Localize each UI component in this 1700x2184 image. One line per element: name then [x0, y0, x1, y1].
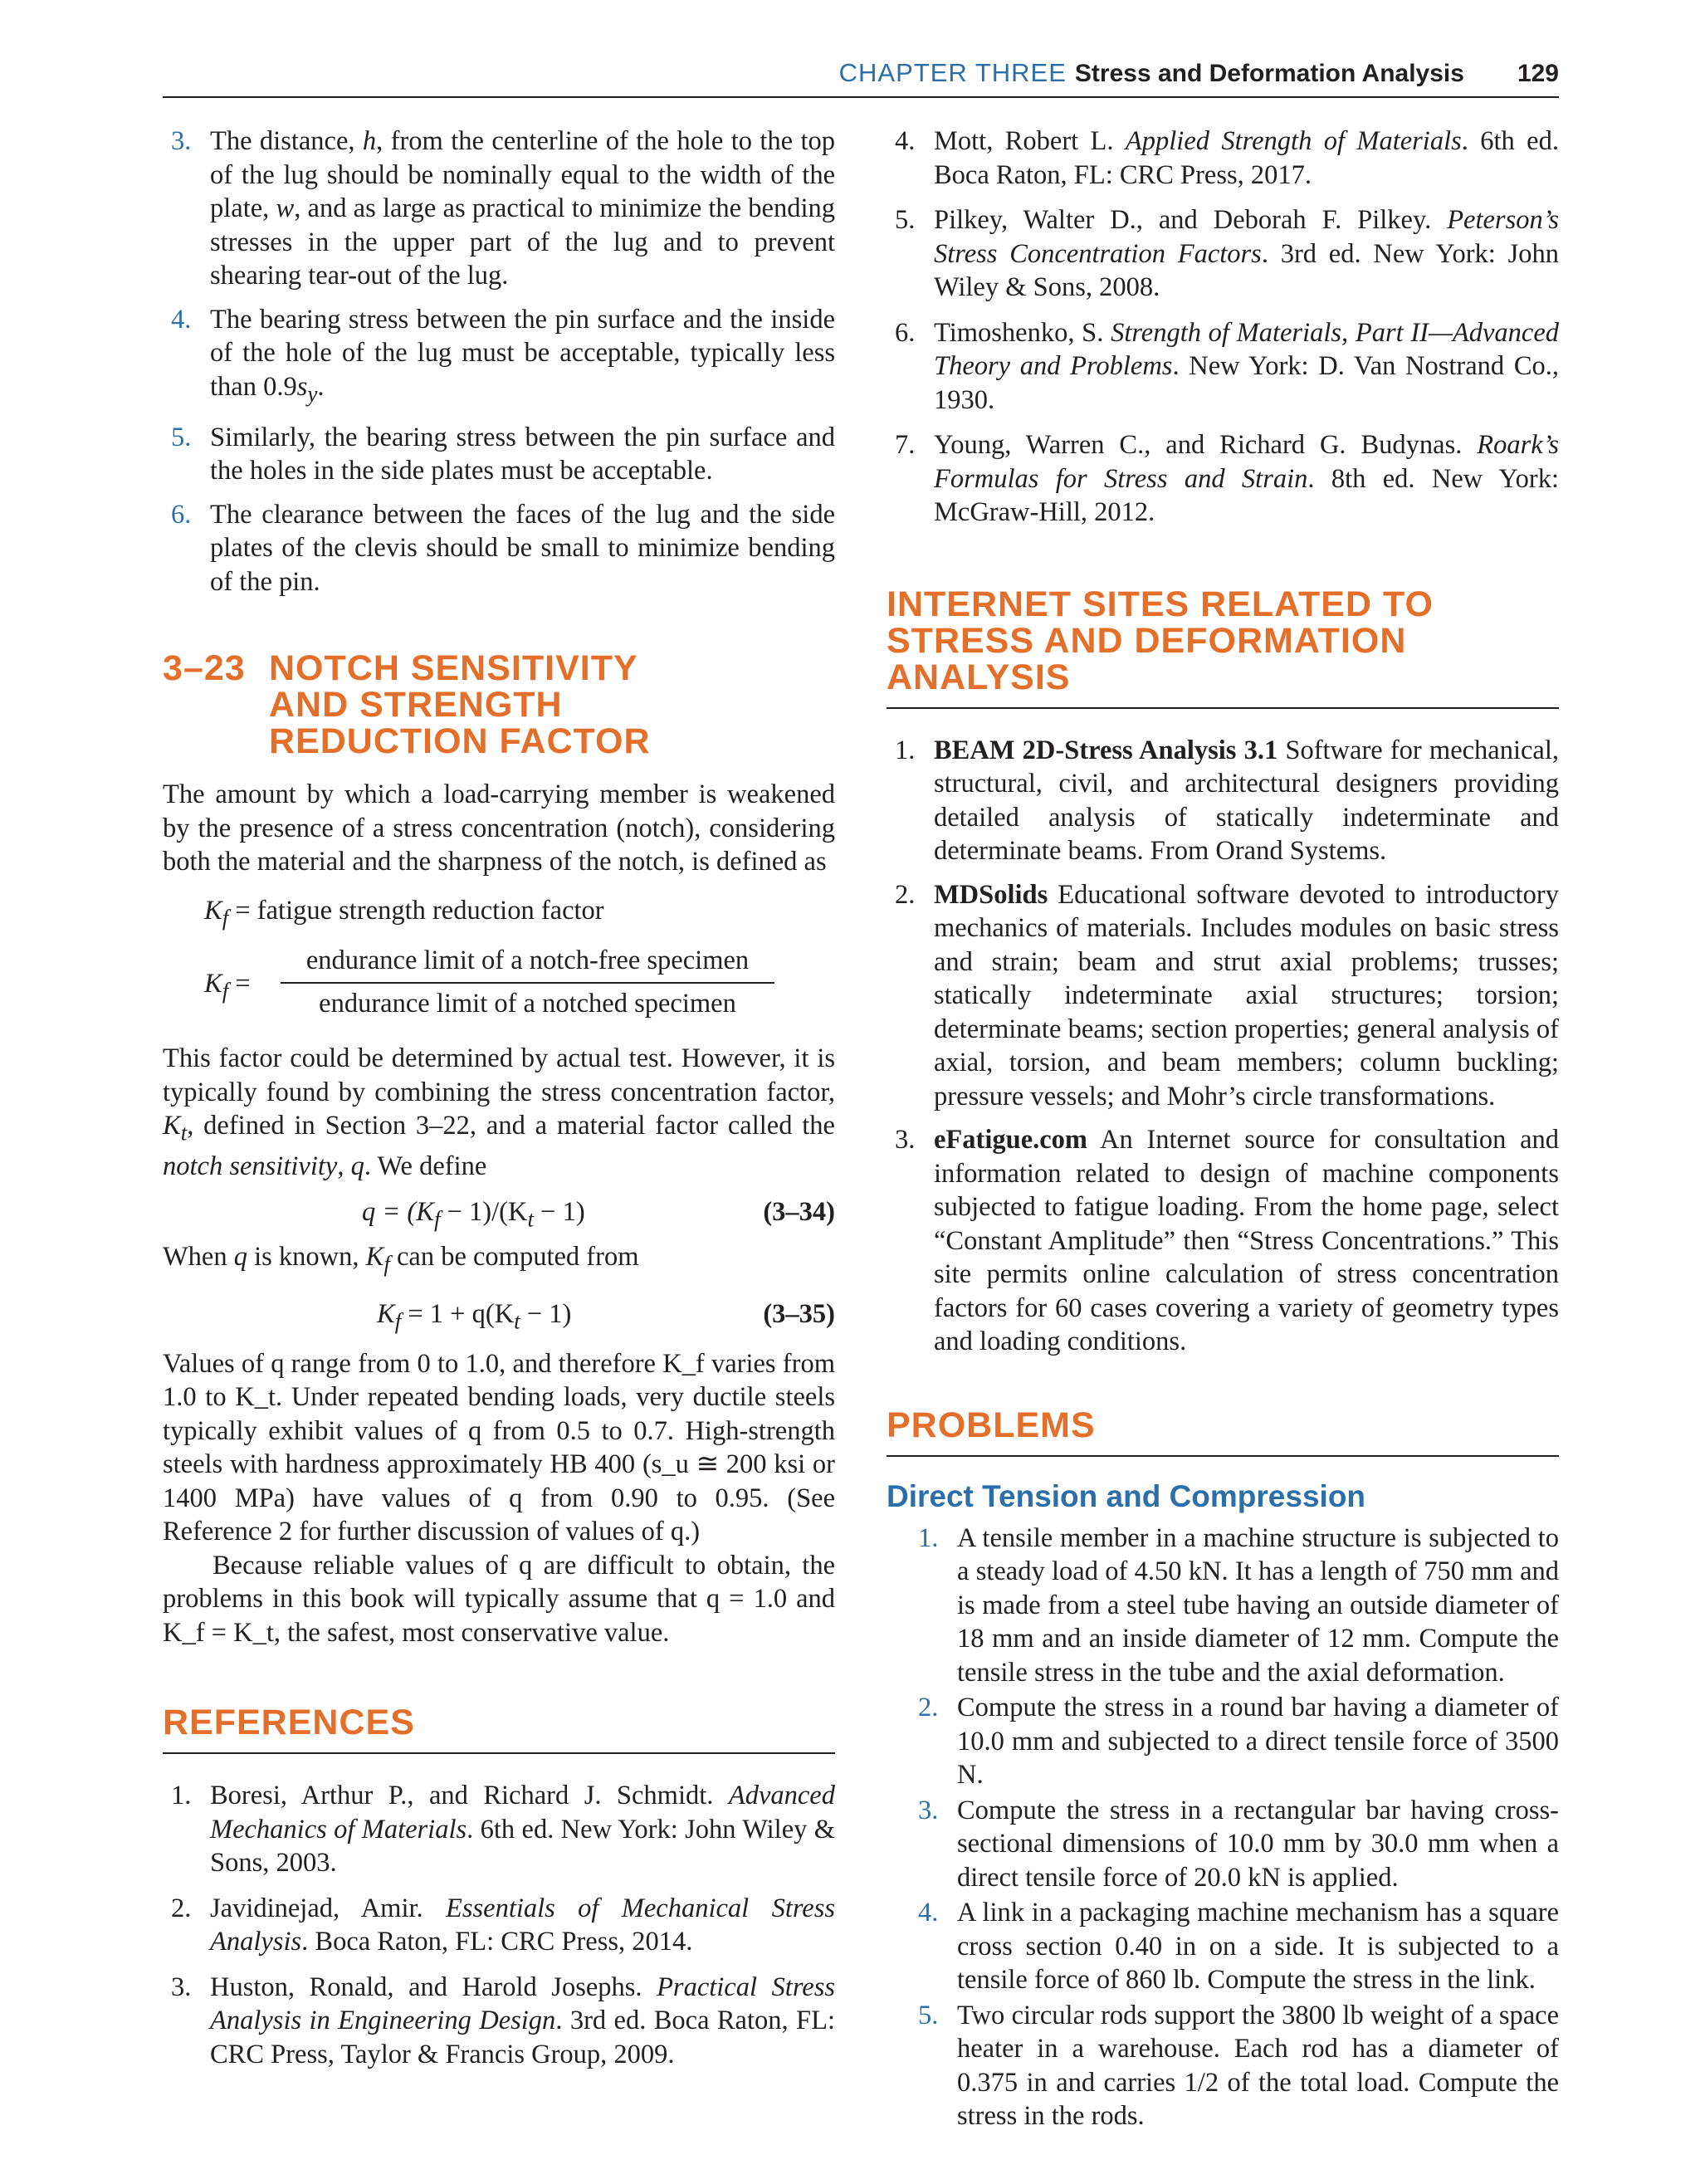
- reference-item: 5. Pilkey, Walter D., and Deborah F. Pilkey. Peterson’s Stress Concentration Factors. 3rd ed. New York: John Wiley & Sons, 2008.: [895, 205, 1559, 302]
- reference-item: 3. Huston, Ronald, and Harold Josephs. Practical Stress Analysis in Engineering Design. 3rd ed. Boca Raton, FL: CRC Press, Taylor & Francis Group, 2009.: [171, 1971, 835, 2069]
- references-list: [163, 1779, 835, 2071]
- problem-item: 1. A tensile member in a machine structure is subjected to a steady load of 4.50 kN. It has a length of 750 mm and is made from a steel tube having an outside diameter of 18 mm and an inside diameter of 12 mm. Compute the tensile stress in the tube and the axial deformation.: [918, 1522, 1559, 1688]
- reference-item: 4. Mott, Robert L. Applied Strength of Materials. 6th ed. Boca Raton, FL: CRC Press, 2017.: [895, 126, 1559, 190]
- site-item: 3. eFatigue.com An Internet source for consultation and information related to design of machine components subjected to fatigue loading. From the home page, select “Constant Amplitude” then “Stress Concentrations.” This site permits online calculation of stress concentration factors for 60 cases covering a variety of geometry types and loading conditions.: [895, 1125, 1559, 1356]
- list-item: 6. The clearance between the faces of the lug and the side plates of the clevis should be small to minimize bending of the pin.: [171, 499, 835, 597]
- equation-3-34: $q = (K_f - 1)/(K_t - 1)$ (3–34): [362, 1196, 835, 1231]
- problems-subheading: Direct Tension and Compression: [887, 1478, 1366, 1513]
- reference-item: 2. Javidinejad, Amir. Essentials of Mechanical Stress Analysis. Boca Raton, FL: CRC Press, 2014.: [171, 1893, 836, 1957]
- paragraph: Because reliable values of q are difficult to obtain, the problems in this book will typically assume that q = 1.0 and K_f = K_t, the safest, most conservative value.: [163, 1550, 835, 1648]
- chapter-label: CHAPTER THREE: [838, 58, 1067, 87]
- fraction-lhs: $K_f$ =: [204, 969, 251, 1004]
- fraction: [281, 944, 774, 1020]
- list-item: 3. The distance, h, from the centerline of the hole to the top of the lug should be nominally equal to the width of the plate, w, and as large as practical to minimize the bending stresses in the upper part of the lug and to prevent shearing tear-out of the lug.: [171, 126, 835, 291]
- problem-item: 4. A link in a packaging machine mechanism has a square cross section 0.40 in on a side. It is subjected to a tensile force of 860 lb. Compute the stress in the link.: [918, 1898, 1559, 1995]
- fraction-equation: [163, 944, 835, 1024]
- problems-heading: PROBLEMS: [887, 1407, 1559, 1457]
- chapter-title: Stress and Deformation Analysis: [1074, 60, 1464, 87]
- right-column: [887, 125, 1559, 2135]
- internet-sites-heading: INTERNET SITES RELATED TO STRESS AND DEFORMATION ANALYSIS: [887, 586, 1559, 709]
- equation-number: (3–35): [763, 1298, 835, 1329]
- paragraph: This factor could be determined by actual test. However, it is typically found by combining the stress concentration factor, $K_t$, defined in Section 3–22, and a material factor called the notch sensitivity, q. We define: [163, 1043, 835, 1181]
- internet-sites-list: [887, 734, 1559, 1359]
- problems-list: [887, 1522, 1559, 2133]
- left-column: [163, 125, 835, 2083]
- equation-number: (3–34): [763, 1196, 835, 1227]
- reference-item: 7. Young, Warren C., and Richard G. Budynas. Roark’s Formulas for Stress and Strain. 8th ed. New York: McGraw-Hill, 2012.: [895, 430, 1559, 527]
- section-heading-3-23: 3–23 NOTCH SENSITIVITY AND STRENGTH REDUCTION FACTOR: [163, 648, 651, 761]
- site-item: 1. BEAM 2D-Stress Analysis 3.1 Software for mechanical, structural, civil, and architectural designers providing detailed analysis of statically indeterminate and determinate beams. From Orand Systems.: [895, 735, 1560, 866]
- running-header: [163, 55, 1559, 98]
- site-item: 2. MDSolids Educational software devoted to introductory mechanics of materials. Includes modules on basic stress and strain; beam and strut axial problems; trusses; statically indeterminate axial structures; torsion; determinate beams; section properties; general analysis of axial, torsion, and beam members; column buckling; pressure vessels; and Mohr’s circle transformations.: [895, 879, 1559, 1112]
- design-guidelines-list: [163, 125, 835, 599]
- problem-item: 2. Compute the stress in a round bar having a diameter of 10.0 mm and subjected to a direct tensile force of 3500 N.: [918, 1693, 1559, 1790]
- paragraph: When q is known, $K_f$ can be computed from: [163, 1241, 639, 1276]
- fraction-numerator: endurance limit of a notch-free specimen: [281, 944, 774, 984]
- problem-item: 3. Compute the stress in a rectangular bar having cross-sectional dimensions of 10.0 mm by 30.0 mm when a direct tensile force of 20.0 kN is applied.: [918, 1795, 1559, 1893]
- references-heading: REFERENCES: [163, 1704, 835, 1754]
- fraction-denominator: endurance limit of a notched specimen: [319, 989, 736, 1019]
- reference-item: 6. Timoshenko, S. Strength of Materials, Part II—Advanced Theory and Problems. New York: D. Van Nostrand Co., 1930.: [895, 317, 1559, 415]
- paragraph: The amount by which a load-carrying member is weakened by the presence of a stress concentration (notch), considering both the material and the sharpness of the notch, is defined as: [163, 779, 835, 877]
- page-number: 129: [1517, 60, 1559, 87]
- references-list-continued: [887, 125, 1559, 530]
- reference-item: 1. Boresi, Arthur P., and Richard J. Schmidt. Advanced Mechanics of Materials. 6th ed. New York: John Wiley & Sons, 2003.: [171, 1781, 836, 1878]
- paragraph: Values of q range from 0 to 1.0, and therefore K_f varies from 1.0 to K_t. Under repeated bending loads, very ductile steels typically exhibit values of q from 0.5 to 0.7. High-strength steels with hardness approximately HB 400 (s_u ≅ 200 ksi or 1400 MPa) have values of q from 0.90 to 0.95. (See Reference 2 for further discussion of values of q.): [163, 1348, 835, 1546]
- equation-3-35: $K_f = 1 + q(K_t - 1)$ (3–35): [377, 1298, 835, 1333]
- definition-equation: $K_f$ = fatigue strength reduction factor: [204, 895, 604, 930]
- list-item: 5. Similarly, the bearing stress between the pin surface and the holes in the side plates must be acceptable.: [171, 422, 835, 486]
- problem-item: 5. Two circular rods support the 3800 lb weight of a space heater in a warehouse. Each rod has a diameter of 0.375 in and carries 1/2 of the total load. Compute the stress in the rods.: [918, 2000, 1559, 2131]
- list-item: 4. The bearing stress between the pin surface and the inside of the hole of the lug must be acceptable, typically less than $0.9s_y$.: [171, 304, 835, 406]
